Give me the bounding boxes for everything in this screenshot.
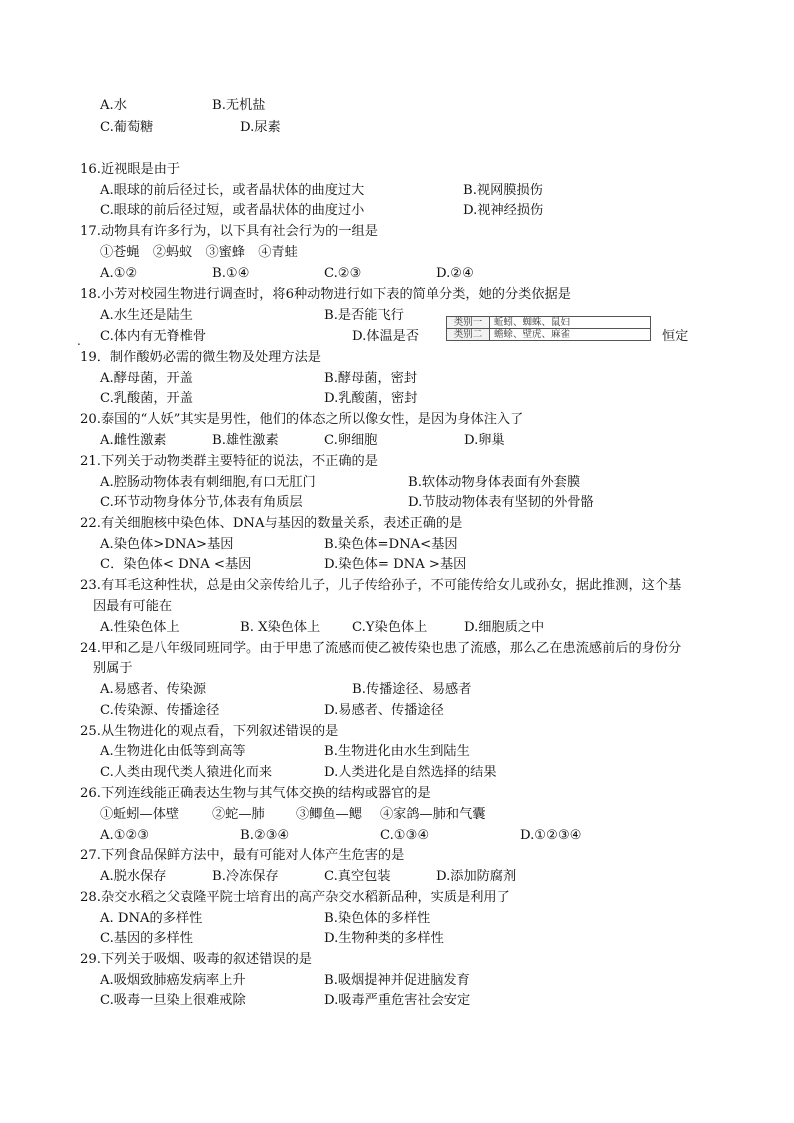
q16-option-b: B.视网膜损伤 bbox=[463, 183, 543, 198]
q24-option-d: D.易感者、传播途径 bbox=[324, 703, 444, 718]
q19-option-a: A.酵母菌，开盖 bbox=[100, 371, 193, 386]
q29-option-b: B.吸烟提神并促进脑发育 bbox=[324, 973, 470, 988]
q20-option-d: D.卵巢 bbox=[464, 433, 505, 448]
q18-option-d-trail: 恒定 bbox=[662, 329, 689, 344]
q28-stem: 28.杂交水稻之父袁隆平院士培育出的高产杂交水稻新品种，实质是利用了 bbox=[80, 890, 510, 905]
table-label: 类别二 bbox=[447, 329, 490, 341]
q27-option-c: C.真空包装 bbox=[324, 869, 391, 884]
q21-option-c: C.环节动物身体分节,体表有角质层 bbox=[100, 495, 303, 510]
table-row bbox=[447, 317, 651, 329]
q25-option-b: B.生物进化由水生到陆生 bbox=[324, 744, 470, 759]
q23-stem-cont: 因最有可能在 bbox=[93, 599, 173, 614]
q22-option-c: C．染色体< DNA <基因 bbox=[100, 557, 252, 572]
q16-option-d: D.视神经损伤 bbox=[463, 203, 544, 218]
q16-option-a: A.眼球的前后径过长，或者晶状体的曲度过大 bbox=[100, 183, 365, 198]
q26-option-b: B.②③④ bbox=[240, 828, 290, 843]
q15-option-c: C.葡萄糖 bbox=[100, 120, 154, 135]
stray-mark: . bbox=[77, 334, 81, 348]
table-animals: 蚯蚓、蜘蛛、鼠妇 bbox=[490, 317, 651, 329]
q27-option-a: A.脱水保存 bbox=[100, 869, 167, 884]
q20-option-b: B.雄性激素 bbox=[212, 433, 279, 448]
q16-stem: 16.近视眼是由于 bbox=[80, 162, 181, 177]
classification-table bbox=[446, 316, 651, 341]
q26-option-c: C.①③④ bbox=[380, 828, 430, 843]
q22-stem: 22.有关细胞核中染色体、DNA与基因的数量关系，表述正确的是 bbox=[80, 516, 463, 531]
q28-option-a: A. DNA的多样性 bbox=[100, 911, 203, 926]
q21-option-b: B.软体动物身体表面有外套膜 bbox=[408, 475, 581, 490]
q24-option-c: C.传染源、传播途径 bbox=[100, 703, 220, 718]
q19-option-c: C.乳酸菌，开盖 bbox=[100, 391, 193, 406]
q25-stem: 25.从生物进化的观点看，下列叙述错误的是 bbox=[80, 724, 339, 739]
q17-option-b: B.①④ bbox=[212, 266, 250, 281]
q17-option-d: D.②④ bbox=[436, 266, 474, 281]
q17-items: ①苍蝇 ②蚂蚁 ③蜜蜂 ④青蛙 bbox=[100, 245, 298, 260]
q24-option-a: A.易感者、传染源 bbox=[100, 682, 207, 697]
q24-stem: 24.甲和乙是八年级同班同学。由于甲患了流感而使乙被传染也患了流感，那么乙在患流感前后的身份分 bbox=[80, 641, 682, 656]
q23-option-d: D.细胞质之中 bbox=[464, 620, 545, 635]
table-label: 类别一 bbox=[447, 317, 490, 329]
q20-option-c: C.卵细胞 bbox=[324, 433, 378, 448]
q18-option-a: A.水生还是陆生 bbox=[100, 308, 193, 323]
q26-item-3: ③鲫鱼—鳃 bbox=[296, 807, 362, 822]
q21-stem: 21.下列关于动物类群主要特征的说法，不正确的是 bbox=[80, 454, 378, 469]
q16-option-c: C.眼球的前后径过短，或者晶状体的曲度过小 bbox=[100, 203, 365, 218]
q18-stem: 18.小芳对校园生物进行调查时，将6种动物进行如下表的简单分类，她的分类依据是 bbox=[80, 287, 571, 302]
q27-option-d: D.添加防腐剂 bbox=[436, 869, 517, 884]
q24-option-b: B.传播途径、易感者 bbox=[352, 682, 472, 697]
q17-option-a: A.①② bbox=[100, 266, 138, 281]
q21-option-a: A.腔肠动物体表有刺细胞,有口无肛门 bbox=[100, 475, 316, 490]
q15-option-d: D.尿素 bbox=[240, 120, 281, 135]
q15-option-a: A.水 bbox=[100, 98, 127, 113]
q26-stem: 26.下列连线能正确表达生物与其气体交换的结构或器官的是 bbox=[80, 786, 431, 801]
q26-item-4: ④家鸽—肺和气囊 bbox=[380, 807, 486, 822]
q29-option-d: D.吸毒严重危害社会安定 bbox=[324, 993, 471, 1008]
q28-option-c: C.基因的多样性 bbox=[100, 931, 193, 946]
q17-option-c: C.②③ bbox=[324, 266, 362, 281]
table-row bbox=[447, 329, 651, 341]
q18-option-c: C.体内有无脊椎骨 bbox=[100, 329, 207, 344]
q23-option-c: C.Y染色体上 bbox=[352, 620, 428, 635]
q21-option-d: D.节肢动物体表有坚韧的外骨骼 bbox=[408, 495, 594, 510]
q18-option-d: D.体温是否 bbox=[352, 329, 420, 344]
q19-stem: 19．制作酸奶必需的微生物及处理方法是 bbox=[80, 350, 321, 365]
q20-stem: 20.泰国的“人妖”其实是男性，他们的体态之所以像女性，是因为身体注入了 bbox=[80, 412, 524, 427]
q18-option-b: B.是否能飞行 bbox=[324, 308, 404, 323]
q29-option-c: C.吸毒一旦染上很难戒除 bbox=[100, 993, 246, 1008]
q19-option-b: B.酵母菌，密封 bbox=[324, 371, 418, 386]
q26-option-d: D.①②③④ bbox=[520, 828, 582, 843]
q25-option-c: C.人类由现代类人猿进化而来 bbox=[100, 765, 273, 780]
q22-option-d: D.染色体= DNA >基因 bbox=[324, 557, 467, 572]
q25-option-a: A.生物进化由低等到高等 bbox=[100, 744, 246, 759]
table-animals: 蟾蜍、壁虎、麻雀 bbox=[490, 329, 651, 341]
q28-option-b: B.染色体的多样性 bbox=[324, 911, 431, 926]
q29-option-a: A.吸烟致肺癌发病率上升 bbox=[100, 973, 246, 988]
q22-option-b: B.染色体=DNA<基因 bbox=[324, 537, 458, 552]
q27-stem: 27.下列食品保鲜方法中，最有可能对人体产生危害的是 bbox=[80, 848, 405, 863]
q26-item-2: ②蛇—肺 bbox=[212, 807, 265, 822]
q23-option-a: A.性染色体上 bbox=[100, 620, 180, 635]
q15-option-b: B.无机盐 bbox=[212, 98, 266, 113]
q28-option-d: D.生物种类的多样性 bbox=[324, 931, 444, 946]
q19-option-d: D.乳酸菌，密封 bbox=[324, 391, 418, 406]
q27-option-b: B.冷冻保存 bbox=[212, 869, 279, 884]
q29-stem: 29.下列关于吸烟、吸毒的叙述错误的是 bbox=[80, 952, 312, 967]
q24-stem-cont: 别属于 bbox=[93, 661, 133, 676]
q23-option-b: B. X染色体上 bbox=[240, 620, 321, 635]
q26-option-a: A.①②③ bbox=[100, 828, 150, 843]
q25-option-d: D.人类进化是自然选择的结果 bbox=[324, 765, 497, 780]
q17-stem: 17.动物具有许多行为，以下具有社会行为的一组是 bbox=[80, 224, 378, 239]
q23-stem: 23.有耳毛这种性状，总是由父亲传给儿子，儿子传给孙子，不可能传给女儿或孙女，据此推测，这个基 bbox=[80, 578, 682, 593]
q22-option-a: A.染色体>DNA>基因 bbox=[100, 537, 234, 552]
q26-item-1: ①蚯蚓—体壁 bbox=[100, 807, 180, 822]
q20-option-a: A.雌性激素 bbox=[100, 433, 167, 448]
